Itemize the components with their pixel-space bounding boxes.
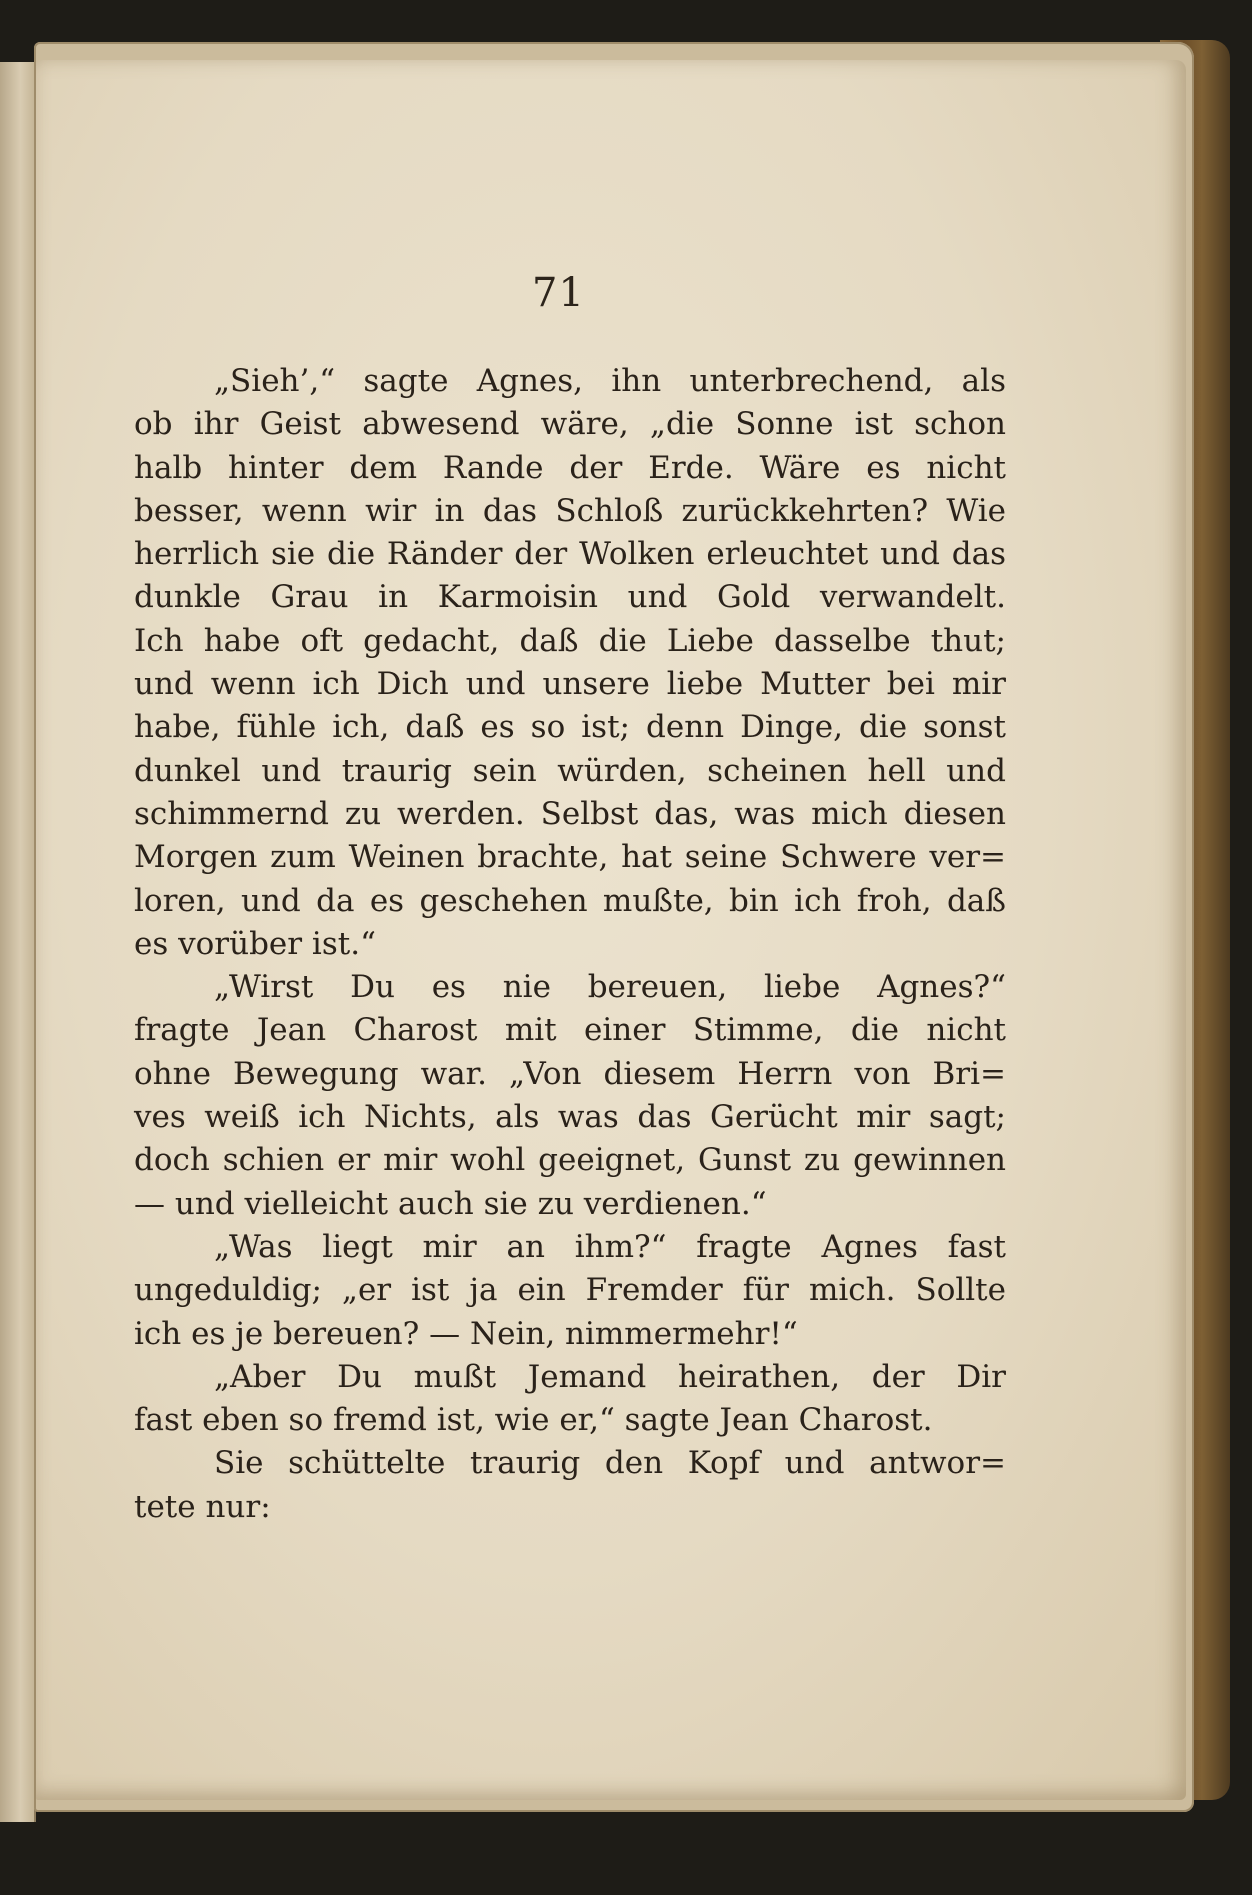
- text-line: „Wirst Du es nie bereuen, liebe Agnes?“: [214, 969, 1006, 1006]
- text-line: Sie schüttelte traurig den Kopf und antwor=: [214, 1445, 1006, 1482]
- text-line: dunkle Grau in Karmoisin und Gold verwandelt.: [134, 579, 1006, 616]
- text-line: doch schien er mir wohl geeignet, Gunst zu gewinnen: [134, 1142, 1006, 1179]
- text-line: Ich habe oft gedacht, daß die Liebe dasselbe thut;: [134, 622, 1006, 659]
- facing-page-edge: [0, 62, 36, 1822]
- text-line: ohne Bewegung war. „Von diesem Herrn von Bri=: [134, 1055, 1006, 1092]
- text-line: Morgen zum Weinen brachte, hat seine Schwere ver=: [134, 839, 1006, 876]
- text-line: „Sieh’,“ sagte Agnes, ihn unterbrechend, als: [214, 363, 1006, 399]
- text-line: halb hinter dem Rande der Erde. Wäre es nicht: [134, 449, 1006, 486]
- text-line: ves weiß ich Nichts, als was das Gerücht mir sagt;: [134, 1099, 1006, 1136]
- text-line: ungeduldig; „er ist ja ein Fremder für mich. Sollte: [134, 1272, 1006, 1309]
- text-line: ob ihr Geist abwesend wäre, „die Sonne ist schon: [134, 406, 1006, 443]
- text-line: „Aber Du mußt Jemand heirathen, der Dir: [214, 1358, 1006, 1395]
- text-line: ich es je bereuen? — Nein, nimmermehr!“: [134, 1315, 798, 1352]
- book-page: [36, 60, 1186, 1800]
- text-line: loren, und da es geschehen mußte, bin ich froh, daß: [134, 882, 1006, 919]
- page-number: 71: [532, 270, 585, 316]
- text-line: „Was liegt mir an ihm?“ fragte Agnes fast: [214, 1228, 1006, 1265]
- text-line: fragte Jean Charost mit einer Stimme, die nicht: [134, 1012, 1006, 1049]
- text-line: schimmernd zu werden. Selbst das, was mich diesen: [134, 795, 1006, 832]
- text-line: dunkel und traurig sein würden, scheinen hell und: [134, 752, 1006, 789]
- text-line: und wenn ich Dich und unsere liebe Mutter bei mir: [134, 666, 1006, 703]
- text-line: besser, wenn wir in das Schloß zurückkehrten? Wie: [134, 492, 1006, 529]
- body-text: [134, 360, 1006, 1529]
- text-line: habe, fühle ich, daß es so ist; denn Dinge, die sonst: [134, 709, 1006, 746]
- text-line: fast eben so fremd ist, wie er,“ sagte Jean Charost.: [134, 1402, 933, 1439]
- text-line: es vorüber ist.“: [134, 925, 376, 962]
- text-line: tete nur:: [134, 1488, 271, 1525]
- text-line: herrlich sie die Ränder der Wolken erleuchtet und das: [134, 536, 1006, 573]
- text-line: — und vielleicht auch sie zu verdienen.“: [134, 1185, 767, 1222]
